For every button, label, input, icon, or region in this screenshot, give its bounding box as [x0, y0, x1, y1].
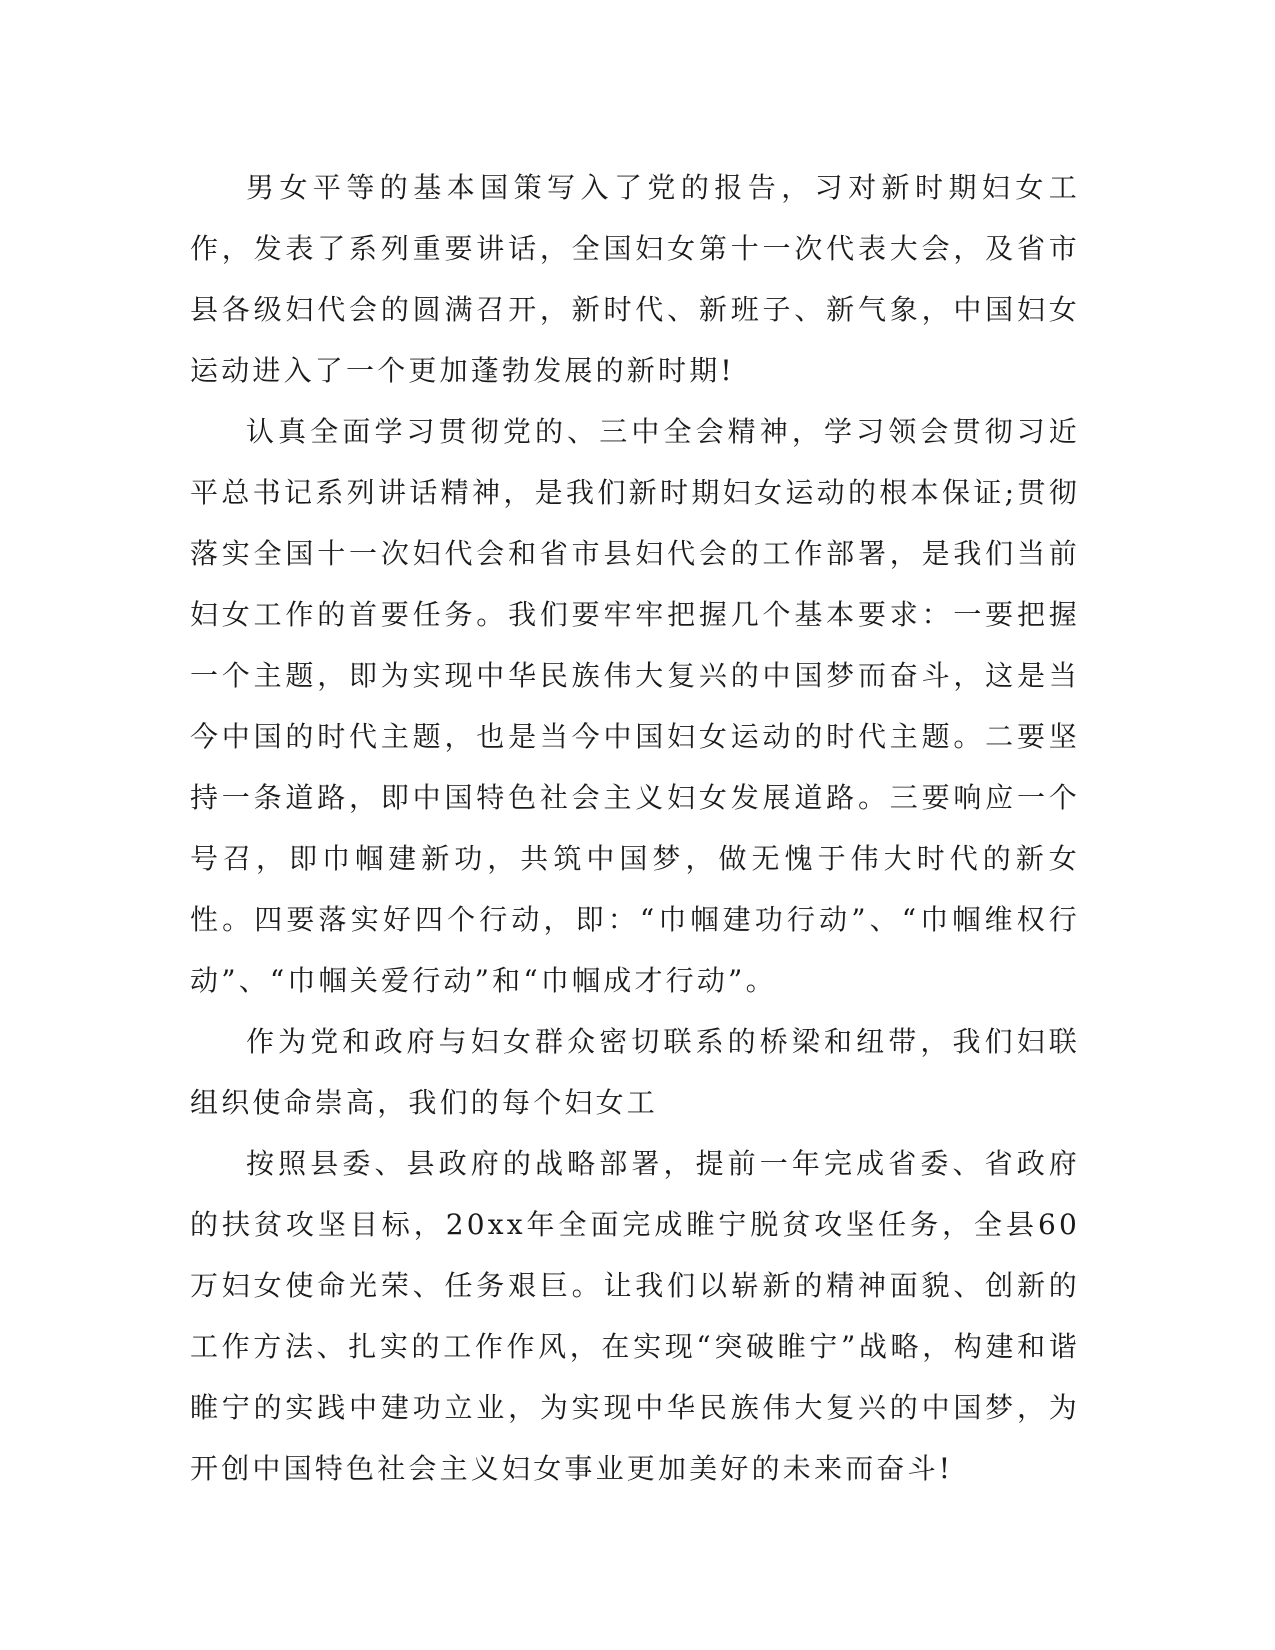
- paragraph-1: 男女平等的基本国策写入了党的报告，习对新时期妇女工作，发表了系列重要讲话，全国妇女第十一次代表大会，及省市县各级妇代会的圆满召开，新时代、新班子、新气象，中国妇女运动进入了一个更加蓬勃发展的新时期!: [190, 171, 1080, 387]
- document-body: [190, 157, 1080, 1499]
- paragraph-4: 按照县委、县政府的战略部署，提前一年完成省委、省政府的扶贫攻坚目标，20xx年全面完成睢宁脱贫攻坚任务，全县60万妇女使命光荣、任务艰巨。让我们以崭新的精神面貌、创新的工作方法、扎实的工作作风，在实现“突破睢宁”战略，构建和谐睢宁的实践中建功立业，为实现中华民族伟大复兴的中国梦，为开创中国特色社会主义妇女事业更加美好的未来而奋斗!: [190, 1147, 1080, 1485]
- paragraph-3: 作为党和政府与妇女群众密切联系的桥梁和纽带，我们妇联组织使命崇高，我们的每个妇女工: [190, 1025, 1080, 1119]
- paragraph-2: 认真全面学习贯彻党的、三中全会精神，学习领会贯彻习近平总书记系列讲话精神，是我们新时期妇女运动的根本保证;贯彻落实全国十一次妇代会和省市县妇代会的工作部署，是我们当前妇女工作的首要任务。我们要牢牢把握几个基本要求：一要把握一个主题，即为实现中华民族伟大复兴的中国梦而奋斗，这是当今中国的时代主题，也是当今中国妇女运动的时代主题。二要坚持一条道路，即中国特色社会主义妇女发展道路。三要响应一个号召，即巾帼建新功，共筑中国梦，做无愧于伟大时代的新女性。四要落实好四个行动，即：“巾帼建功行动”、“巾帼维权行动”、“巾帼关爱行动”和“巾帼成才行动”。: [190, 415, 1080, 997]
